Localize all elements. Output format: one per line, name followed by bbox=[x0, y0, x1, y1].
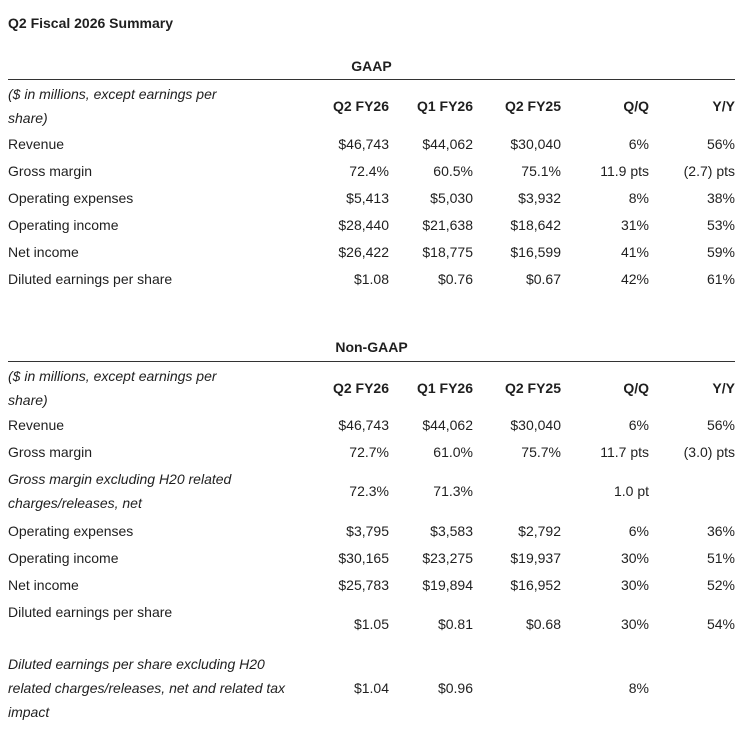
nongaap-col-q1fy26: Q1 FY26 bbox=[416, 380, 473, 396]
row-value: 53% bbox=[706, 217, 735, 233]
nongaap-divider bbox=[8, 361, 735, 362]
gaap-col-q2fy26: Q2 FY26 bbox=[332, 98, 389, 114]
row-value: 31% bbox=[620, 217, 649, 233]
row-value: $23,275 bbox=[422, 550, 473, 566]
row-value: 60.5% bbox=[433, 163, 473, 179]
gaap-col-qq: Q/Q bbox=[623, 98, 649, 114]
table-row bbox=[8, 186, 735, 210]
gaap-col-yy: Y/Y bbox=[712, 98, 735, 114]
nongaap-col-q2fy25: Q2 FY25 bbox=[504, 380, 561, 396]
row-value: 6% bbox=[628, 417, 649, 433]
table-row bbox=[8, 467, 735, 515]
row-value: 54% bbox=[706, 616, 735, 632]
row-value: 56% bbox=[706, 136, 735, 152]
table-row bbox=[8, 132, 735, 156]
table-row bbox=[8, 240, 735, 264]
row-label: Operating income bbox=[8, 550, 119, 566]
row-value: 30% bbox=[620, 550, 649, 566]
table-row bbox=[8, 440, 735, 464]
nongaap-col-yy: Y/Y bbox=[712, 380, 735, 396]
row-value: $46,743 bbox=[338, 136, 389, 152]
row-value: (2.7) pts bbox=[683, 163, 735, 179]
row-value: 41% bbox=[620, 244, 649, 260]
row-value: $19,894 bbox=[422, 577, 473, 593]
row-value: 30% bbox=[620, 577, 649, 593]
row-value: $1.04 bbox=[353, 680, 389, 696]
row-value: $5,030 bbox=[430, 190, 473, 206]
row-value: $30,040 bbox=[510, 417, 561, 433]
row-value: 8% bbox=[628, 190, 649, 206]
row-value: 61% bbox=[706, 271, 735, 287]
gaap-divider bbox=[8, 79, 735, 80]
table-row bbox=[8, 267, 735, 291]
row-value: $28,440 bbox=[338, 217, 389, 233]
table-row bbox=[8, 213, 735, 237]
row-value: $5,413 bbox=[346, 190, 389, 206]
nongaap-col-qq: Q/Q bbox=[623, 380, 649, 396]
row-label: Diluted earnings per share bbox=[8, 604, 173, 620]
row-label: Gross margin bbox=[8, 444, 93, 460]
row-value: $0.76 bbox=[437, 271, 473, 287]
row-label: Gross margin excluding H20 related charges/releases, net bbox=[8, 471, 232, 511]
row-value: 11.7 pts bbox=[600, 444, 649, 460]
row-value: $25,783 bbox=[338, 577, 389, 593]
row-label: Diluted earnings per share bbox=[8, 271, 173, 287]
row-value: 36% bbox=[706, 523, 735, 539]
row-label: Gross margin bbox=[8, 163, 93, 179]
row-value: $46,743 bbox=[338, 417, 389, 433]
row-value: 52% bbox=[706, 577, 735, 593]
gaap-units-label: ($ in millions, except earnings per share) bbox=[8, 86, 217, 126]
table-row bbox=[8, 546, 735, 570]
row-value: 56% bbox=[706, 417, 735, 433]
row-value: 75.7% bbox=[521, 444, 561, 460]
table-row bbox=[8, 652, 735, 724]
row-value: $2,792 bbox=[518, 523, 561, 539]
row-value: 38% bbox=[706, 190, 735, 206]
row-value: 61.0% bbox=[433, 444, 473, 460]
row-value: 6% bbox=[628, 523, 649, 539]
table-row bbox=[8, 600, 735, 632]
row-label: Diluted earnings per share excluding H20 related charges/releases, net and related tax impact bbox=[8, 656, 286, 720]
row-value: $44,062 bbox=[422, 136, 473, 152]
row-value: 75.1% bbox=[521, 163, 561, 179]
row-value: $3,795 bbox=[346, 523, 389, 539]
row-value: $18,775 bbox=[422, 244, 473, 260]
row-value: $19,937 bbox=[510, 550, 561, 566]
nongaap-units-label: ($ in millions, except earnings per share) bbox=[8, 368, 217, 408]
table-row bbox=[8, 573, 735, 597]
row-value: 11.9 pts bbox=[600, 163, 649, 179]
row-value: $1.08 bbox=[353, 271, 389, 287]
row-value: $30,165 bbox=[338, 550, 389, 566]
page-title: Q2 Fiscal 2026 Summary bbox=[8, 15, 173, 31]
row-value: 30% bbox=[620, 616, 649, 632]
row-value: 1.0 pt bbox=[613, 483, 649, 499]
row-value: 6% bbox=[628, 136, 649, 152]
gaap-col-q2fy25: Q2 FY25 bbox=[504, 98, 561, 114]
table-row bbox=[8, 519, 735, 543]
row-value: $44,062 bbox=[422, 417, 473, 433]
row-value: 51% bbox=[706, 550, 735, 566]
row-value: $0.81 bbox=[437, 616, 473, 632]
row-label: Operating expenses bbox=[8, 523, 134, 539]
row-value: $3,932 bbox=[518, 190, 561, 206]
row-value: 72.3% bbox=[349, 483, 389, 499]
row-label: Operating expenses bbox=[8, 190, 134, 206]
row-value: $16,952 bbox=[510, 577, 561, 593]
row-label: Net income bbox=[8, 577, 79, 593]
nongaap-section-title: Non-GAAP bbox=[335, 339, 408, 355]
row-value: 72.7% bbox=[349, 444, 389, 460]
gaap-col-q1fy26: Q1 FY26 bbox=[416, 98, 473, 114]
row-value: 71.3% bbox=[433, 483, 473, 499]
row-label: Revenue bbox=[8, 417, 65, 433]
table-row bbox=[8, 413, 735, 437]
row-value: $0.67 bbox=[525, 271, 561, 287]
row-label: Net income bbox=[8, 244, 79, 260]
row-label: Revenue bbox=[8, 136, 65, 152]
table-row bbox=[8, 159, 735, 183]
row-value: $0.68 bbox=[525, 616, 561, 632]
row-label: Operating income bbox=[8, 217, 119, 233]
row-value: $26,422 bbox=[338, 244, 389, 260]
row-value: $0.96 bbox=[437, 680, 473, 696]
row-value: 8% bbox=[628, 680, 649, 696]
row-value: (3.0) pts bbox=[683, 444, 735, 460]
row-value: 59% bbox=[706, 244, 735, 260]
row-value: 72.4% bbox=[349, 163, 389, 179]
row-value: $3,583 bbox=[430, 523, 473, 539]
nongaap-col-q2fy26: Q2 FY26 bbox=[332, 380, 389, 396]
row-value: $1.05 bbox=[353, 616, 389, 632]
row-value: $16,599 bbox=[510, 244, 561, 260]
gaap-section-title: GAAP bbox=[351, 58, 392, 74]
row-value: $30,040 bbox=[510, 136, 561, 152]
row-value: $21,638 bbox=[422, 217, 473, 233]
row-value: 42% bbox=[620, 271, 649, 287]
gaap-header-row bbox=[8, 82, 735, 130]
nongaap-header-row bbox=[8, 364, 735, 412]
row-value: $18,642 bbox=[510, 217, 561, 233]
